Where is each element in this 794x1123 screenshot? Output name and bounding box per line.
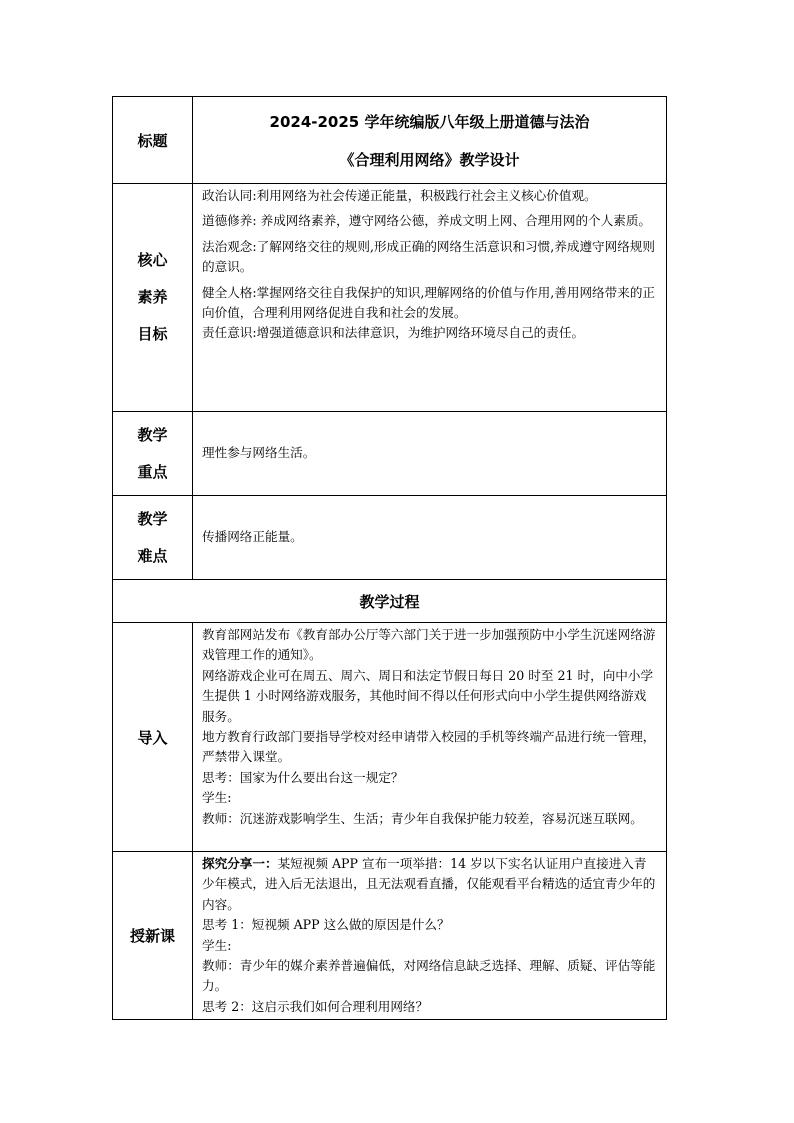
core-goal-moral: 道德修养: 养成网络素养，遵守网络公德，养成文明上网、合理用网的个人素质。 [202,213,652,229]
key-point-text: 理性参与网络生活。 [193,412,667,496]
process-heading-row [113,580,667,623]
explore-share-1-heading: 探究分享一： [202,856,278,871]
new-lesson-student: 学生: [202,937,232,953]
key-point-row [113,412,667,496]
intro-content [193,623,667,852]
new-lesson-row [113,852,667,1020]
lesson-plan-table [112,96,667,1020]
document-title [193,97,667,184]
core-goals-row [113,184,667,412]
difficulty-row [113,496,667,580]
difficulty-label-part-2: 难点 [137,546,168,565]
core-goals-label-part-3: 目标 [137,325,168,343]
title-line-1: 2024-2025 学年统编版八年级上册道德与法治 [269,113,590,131]
core-goal-personality: 健全人格:掌握网络交往自我保护的知识,理解网络的价值与作用,善用网络带来的正向价值，合理利用网络促进自我和社会的发展。 [202,284,656,321]
intro-label: 导入 [113,623,193,852]
new-lesson-teacher: 教师：青少年的媒介素养普遍偏低，对网络信息缺乏选择、理解、质疑、评估等能力。 [202,958,656,994]
title-label: 标题 [113,97,193,184]
explore-share-1-text: 某短视频 APP 宣布一项举措：14 岁以下实名认证用户直接进入青少年模式，进入后无法退出，且无法观看直播，仅能观看平台精选的适宜青少年的内容。 [202,856,656,912]
intro-paragraph: 网络游戏企业可在周五、周六、周日和法定节假日每日 20 时至 21 时，向中小学生提供 1 小时网络游戏服务，其他时间不得以任何形式向中小学生提供网络游戏服务。 [202,667,654,724]
intro-question: 思考：国家为什么要出台这一规定？ [202,769,404,785]
core-goals-label-part-2: 素养 [137,288,168,306]
new-lesson-label: 授新课 [113,852,193,1020]
core-goals-label-part-1: 核心 [137,251,168,269]
difficulty-text: 传播网络正能量。 [193,496,667,580]
core-goal-political: 政治认同:利用网络为社会传递正能量，积极践行社会主义核心价值观。 [202,188,597,203]
new-lesson-content [193,852,667,1020]
core-goal-law: 法治观念:了解网络交往的规则,形成正确的网络生活意识和习惯,养成遵守网络规则的意识。 [202,238,656,275]
new-lesson-question-1: 思考 1：短视频 APP 这么做的原因是什么？ [202,917,450,933]
core-goal-responsibility: 责任意识:增强道德意识和法律意识，为维护网络环境尽自己的责任。 [202,325,585,341]
title-row [113,97,667,184]
difficulty-label-part-1: 教学 [137,509,168,528]
intro-student: 学生: [202,790,232,806]
key-point-label-part-1: 教学 [137,425,168,444]
intro-paragraph: 地方教育行政部门要指导学校对经申请带入校园的手机等终端产品进行统一管理，严禁带入课堂。 [202,729,656,765]
process-heading: 教学过程 [113,580,667,623]
key-point-label-part-2: 重点 [137,462,168,481]
intro-paragraph: 教育部网站发布《教育部办公厅等六部门关于进一步加强预防中小学生沉迷网络游戏管理工作的通知》。 [202,627,656,663]
difficulty-label [113,496,193,580]
new-lesson-question-2: 思考 2：这启示我们如何合理利用网络？ [202,998,429,1014]
key-point-label [113,412,193,496]
core-goals-content [193,184,667,412]
intro-teacher: 教师：沉迷游戏影响学生、生活；青少年自我保护能力较差，容易沉迷互联网。 [202,810,643,826]
explore-share-1 [202,854,658,915]
title-line-2: 《合理利用网络》教学设计 [339,151,520,169]
intro-row [113,623,667,852]
core-goals-label [113,184,193,412]
